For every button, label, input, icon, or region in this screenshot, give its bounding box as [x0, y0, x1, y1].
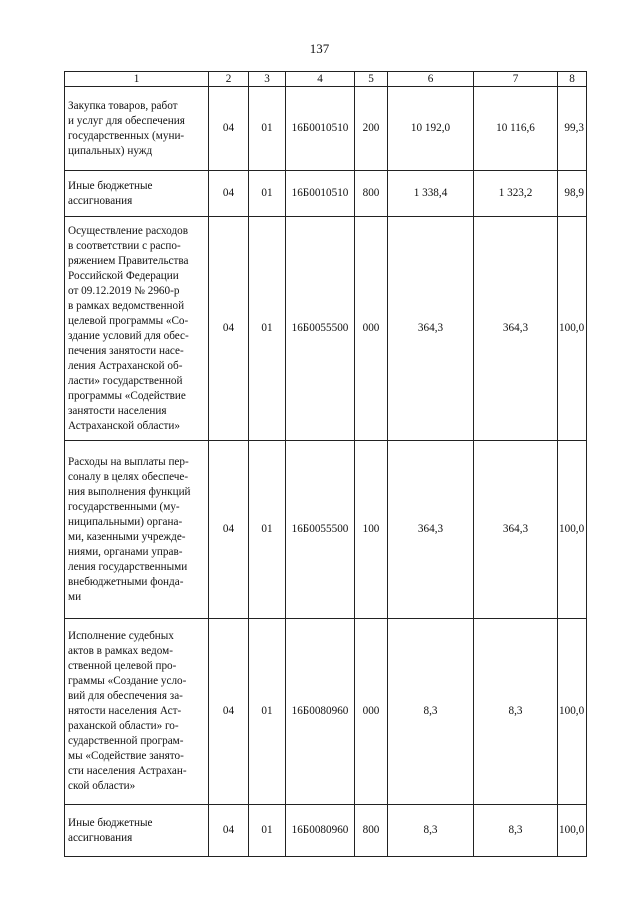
section-code: 04 [209, 441, 249, 619]
description-line: государственными (му- [68, 500, 180, 513]
description-line: сти населения Астрахан- [68, 765, 187, 777]
description-line: Исполнение судебных [68, 630, 174, 642]
row-description [65, 171, 209, 217]
description-line: граммы «Создание усло- [68, 675, 187, 687]
description-line: от 09.12.2019 № 2960-р [68, 284, 180, 297]
executed-amount: 8,3 [474, 619, 558, 805]
subsection-code: 01 [249, 441, 286, 619]
description-line: ниципальными) органа- [68, 515, 183, 528]
execution-percent: 100,0 [558, 441, 587, 619]
executed-amount: 10 116,6 [474, 87, 558, 171]
executed-amount: 364,3 [474, 441, 558, 619]
description-line: мы «Содействие занято- [68, 750, 184, 762]
subsection-code: 01 [249, 619, 286, 805]
description-line: в соответствии с распо- [68, 239, 181, 252]
description-line: ассигнования [68, 831, 133, 844]
description-line: ассигнования [68, 194, 133, 207]
execution-percent: 98,9 [558, 171, 587, 217]
execution-percent: 99,3 [558, 87, 587, 171]
planned-amount: 8,3 [388, 805, 474, 857]
description-line: целевой программы «Со- [68, 314, 189, 327]
description-line: ния выполнения функций [68, 485, 191, 498]
column-header-5: 5 [355, 72, 388, 87]
subsection-code: 01 [249, 805, 286, 857]
expense-type-code: 800 [355, 805, 388, 857]
subsection-code: 01 [249, 87, 286, 171]
planned-amount: 1 338,4 [388, 171, 474, 217]
executed-amount: 8,3 [474, 805, 558, 857]
planned-amount: 8,3 [388, 619, 474, 805]
target-article-code: 16Б0080960 [286, 805, 355, 857]
expense-type-code: 800 [355, 171, 388, 217]
column-header-2: 2 [209, 72, 249, 87]
expense-type-code: 100 [355, 441, 388, 619]
column-header-8: 8 [558, 72, 587, 87]
description-line: ми [68, 590, 82, 603]
description-line: печения занятости насе- [68, 344, 184, 357]
budget-table [64, 71, 587, 857]
row-description [65, 441, 209, 619]
expense-type-code: 000 [355, 619, 388, 805]
target-article-code: 16Б0010510 [286, 171, 355, 217]
description-line: Российской Федерации [68, 269, 179, 282]
description-line: государственных (муни- [68, 129, 185, 142]
execution-percent: 100,0 [558, 805, 587, 857]
description-line: ряжением Правительства [68, 254, 189, 267]
column-header-6: 6 [388, 72, 474, 87]
description-line: ления государственными [68, 560, 188, 573]
description-line: программы «Содействие [68, 389, 186, 402]
description-line: и услуг для обеспечения [68, 114, 185, 127]
table-row [65, 171, 587, 217]
description-line: внебюджетными фонда- [68, 575, 184, 588]
description-line: соналу в целях обеспече- [68, 470, 189, 483]
description-line: раханской области» го- [68, 720, 179, 732]
execution-percent: 100,0 [558, 619, 587, 805]
column-header-7: 7 [474, 72, 558, 87]
description-line: Расходы на выплаты пер- [68, 455, 189, 468]
target-article-code: 16Б0080960 [286, 619, 355, 805]
page-number: 137 [309, 41, 330, 56]
description-line: ления Астраханской об- [68, 359, 183, 372]
target-article-code: 16Б0055500 [286, 441, 355, 619]
description-line: Осуществление расходов [68, 224, 189, 237]
column-header-4: 4 [286, 72, 355, 87]
column-header-row [65, 72, 587, 87]
table-row [65, 87, 587, 171]
execution-percent: 100,0 [558, 217, 587, 441]
section-code: 04 [209, 217, 249, 441]
executed-amount: 364,3 [474, 217, 558, 441]
target-article-code: 16Б0010510 [286, 87, 355, 171]
column-header-1: 1 [65, 72, 209, 87]
subsection-code: 01 [249, 217, 286, 441]
description-line: занятости населения [68, 404, 167, 417]
section-code: 04 [209, 619, 249, 805]
description-line: ниями, органами управ- [68, 545, 183, 558]
section-code: 04 [209, 87, 249, 171]
table-row [65, 441, 587, 619]
table-row [65, 217, 587, 441]
executed-amount: 1 323,2 [474, 171, 558, 217]
section-code: 04 [209, 171, 249, 217]
description-line: ственной целевой про- [68, 660, 177, 672]
section-code: 04 [209, 805, 249, 857]
description-line: Иные бюджетные [68, 816, 153, 829]
expense-type-code: 000 [355, 217, 388, 441]
description-line: ласти» государственной [68, 374, 183, 387]
target-article-code: 16Б0055500 [286, 217, 355, 441]
row-description [65, 805, 209, 857]
description-line: вий для обеспечения за- [68, 690, 183, 702]
description-line: ской области» [68, 780, 136, 792]
description-line: здание условий для обес- [68, 329, 189, 342]
subsection-code: 01 [249, 171, 286, 217]
planned-amount: 364,3 [388, 217, 474, 441]
table-row [65, 805, 587, 857]
description-line: Закупка товаров, работ [68, 99, 178, 112]
row-description [65, 87, 209, 171]
planned-amount: 364,3 [388, 441, 474, 619]
description-line: ципальных) нужд [68, 144, 153, 157]
description-line: сударственной програм- [68, 735, 184, 747]
table-row [65, 619, 587, 805]
description-line: в рамках ведомственной [68, 299, 185, 312]
description-line: Иные бюджетные [68, 179, 153, 192]
description-line: нятости населения Аст- [68, 705, 182, 717]
description-line: Астраханской области» [68, 419, 180, 432]
description-line: актов в рамках ведом- [68, 645, 173, 657]
planned-amount: 10 192,0 [388, 87, 474, 171]
row-description [65, 619, 209, 805]
row-description [65, 217, 209, 441]
column-header-3: 3 [249, 72, 286, 87]
description-line: ми, казенными учрежде- [68, 530, 186, 543]
expense-type-code: 200 [355, 87, 388, 171]
